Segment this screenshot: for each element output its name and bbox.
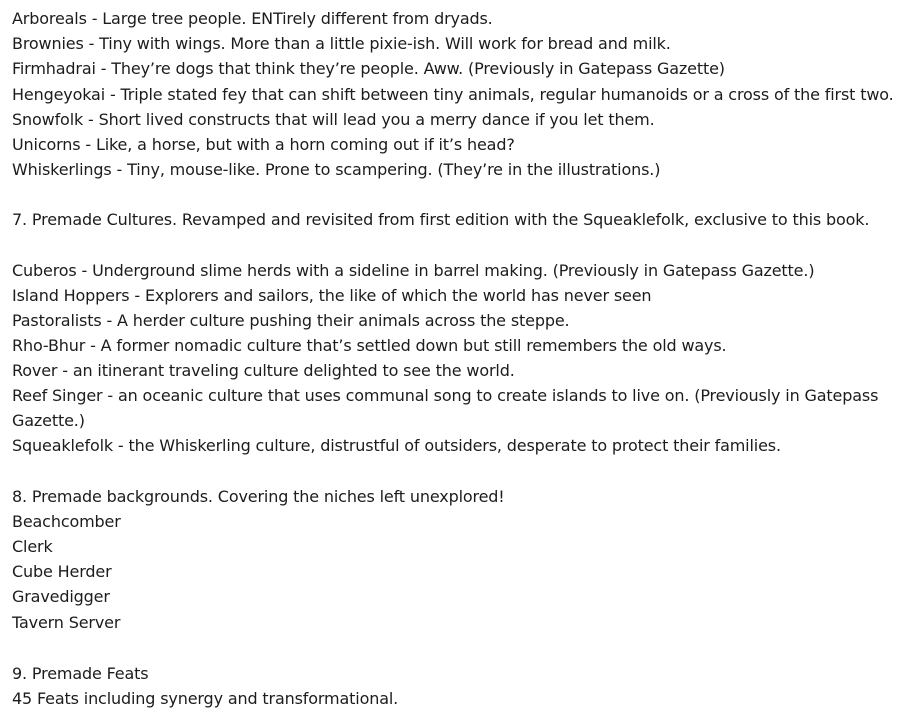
backgrounds-heading: 8. Premade backgrounds. Covering the niches left unexplored! <box>12 487 505 506</box>
race-entry: Arboreals - Large tree people. ENTirely different from dryads. <box>12 9 493 28</box>
culture-entry: Cuberos - Underground slime herds with a sideline in barrel making. (Previously in Gatepass Gazette.) <box>12 261 815 280</box>
culture-entry: Reef Singer - an oceanic culture that uses communal song to create islands to live on. (Previously in Gatepass <box>12 386 879 405</box>
background-entry: Beachcomber <box>12 512 121 531</box>
race-entry: Brownies - Tiny with wings. More than a little pixie-ish. Will work for bread and milk. <box>12 34 671 53</box>
background-entry: Gravedigger <box>12 587 110 606</box>
race-entry: Firmhadrai - They’re dogs that think they’re people. Aww. (Previously in Gatepass Gazette) <box>12 59 725 78</box>
background-entry: Tavern Server <box>12 613 121 632</box>
cultures-heading: 7. Premade Cultures. Revamped and revisited from first edition with the Squeaklefolk, exclusive to this book. <box>12 210 870 229</box>
race-entry: Unicorns - Like, a horse, but with a horn coming out if it’s head? <box>12 135 515 154</box>
culture-entry: Gazette.) <box>12 411 85 430</box>
background-entry: Clerk <box>12 537 53 556</box>
race-entry: Snowfolk - Short lived constructs that will lead you a merry dance if you let them. <box>12 110 655 129</box>
race-entry: Whiskerlings - Tiny, mouse-like. Prone to scampering. (They’re in the illustrations.) <box>12 160 661 179</box>
culture-entry: Pastoralists - A herder culture pushing their animals across the steppe. <box>12 311 570 330</box>
culture-entry: Rho-Bhur - A former nomadic culture that’s settled down but still remembers the old ways. <box>12 336 727 355</box>
race-entry: Hengeyokai - Triple stated fey that can shift between tiny animals, regular humanoids or a cross of the first two. <box>12 85 894 104</box>
culture-entry: Rover - an itinerant traveling culture delighted to see the world. <box>12 361 515 380</box>
culture-entry: Island Hoppers - Explorers and sailors, the like of which the world has never seen <box>12 286 652 305</box>
background-entry: Cube Herder <box>12 562 112 581</box>
culture-entry: Squeaklefolk - the Whiskerling culture, distrustful of outsiders, desperate to protect their families. <box>12 436 781 455</box>
feats-heading: 9. Premade Feats <box>12 664 149 683</box>
feats-description: 45 Feats including synergy and transformational. <box>12 689 399 708</box>
